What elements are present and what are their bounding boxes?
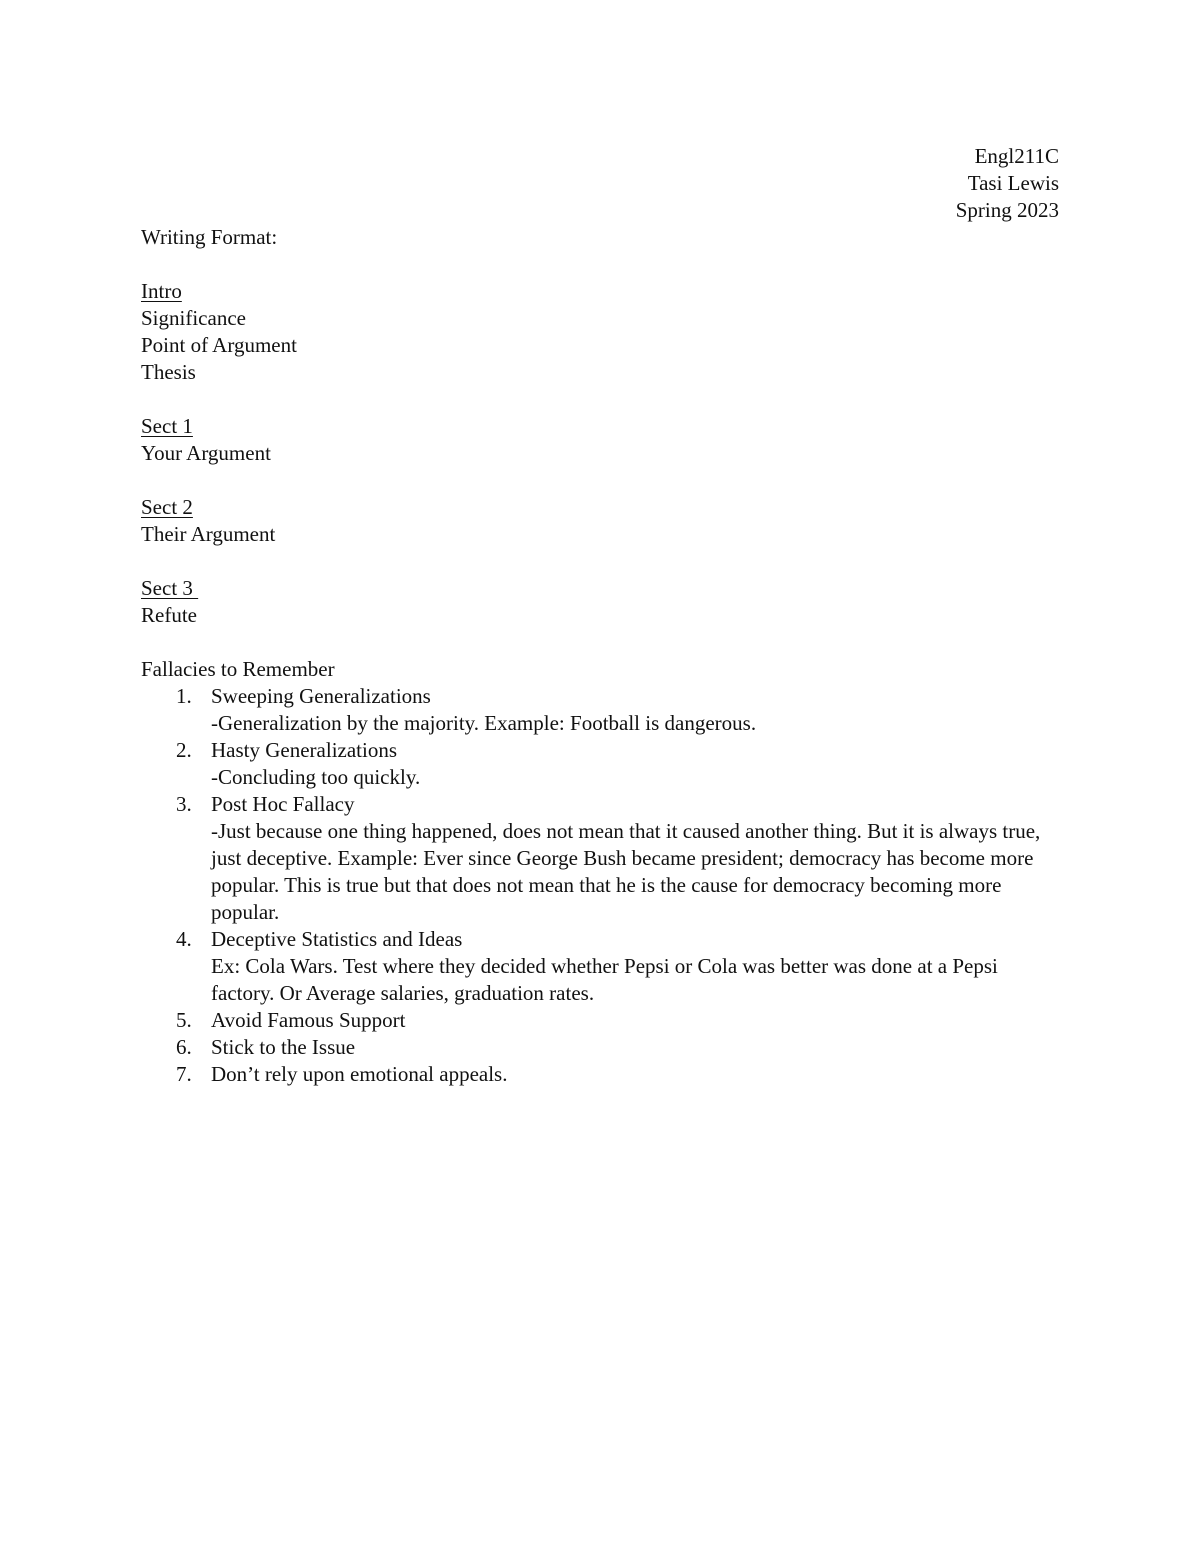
fallacy-item xyxy=(141,926,1059,1007)
fallacy-title: Stick to the Issue xyxy=(211,1035,356,1059)
fallacies-heading: Fallacies to Remember xyxy=(141,657,335,681)
sect1-item: Your Argument xyxy=(141,441,271,465)
fallacy-item xyxy=(141,737,1059,791)
fallacy-title: Post Hoc Fallacy xyxy=(211,792,355,816)
section-2 xyxy=(141,494,1059,548)
header-block xyxy=(956,143,1059,224)
fallacy-description: -Just because one thing happened, does not mean that it caused another thing. But it is always true, just deceptive. Example: Ever since George Bush became president; democracy has become more popular. This is true but that does not mean that he is the cause for democracy becoming more popular. xyxy=(211,819,1041,924)
fallacy-number: 2. xyxy=(176,738,192,762)
section-intro xyxy=(141,278,1059,386)
fallacy-title: Don’t rely upon emotional appeals. xyxy=(211,1062,508,1086)
fallacy-item xyxy=(141,683,1059,737)
fallacy-number: 6. xyxy=(176,1035,192,1059)
fallacy-title: Avoid Famous Support xyxy=(211,1008,406,1032)
fallacy-title: Hasty Generalizations xyxy=(211,738,398,762)
fallacy-description: -Generalization by the majority. Example: Football is dangerous. xyxy=(211,711,757,735)
intro-item: Thesis xyxy=(141,360,196,384)
fallacy-item xyxy=(141,791,1059,926)
fallacies-list xyxy=(141,683,1059,1088)
fallacy-number: 5. xyxy=(176,1008,192,1032)
fallacy-description: -Concluding too quickly. xyxy=(211,765,421,789)
intro-heading: Intro xyxy=(141,279,182,303)
term: Spring 2023 xyxy=(955,198,1059,222)
fallacy-number: 7. xyxy=(176,1062,192,1086)
fallacy-number: 4. xyxy=(176,927,192,951)
fallacy-item xyxy=(141,1007,1059,1034)
student-name: Tasi Lewis xyxy=(967,171,1059,195)
sect3-heading: Sect 3 xyxy=(141,576,199,600)
section-1 xyxy=(141,413,1059,467)
sect2-heading: Sect 2 xyxy=(141,495,193,519)
sect2-item: Their Argument xyxy=(141,522,276,546)
intro-item: Significance xyxy=(141,306,246,330)
course-code: Engl211C xyxy=(974,144,1059,168)
intro-item: Point of Argument xyxy=(141,333,297,357)
fallacy-number: 3. xyxy=(176,792,192,816)
sect3-item: Refute xyxy=(141,603,197,627)
fallacy-item xyxy=(141,1061,1059,1088)
writing-format-label: Writing Format: xyxy=(141,225,278,249)
document-body xyxy=(141,224,1059,1088)
fallacy-title: Sweeping Generalizations xyxy=(211,684,431,708)
fallacy-description: Ex: Cola Wars. Test where they decided whether Pepsi or Cola was better was done at a Pepsi factory. Or Average salaries, graduation rates. xyxy=(211,954,998,1005)
fallacy-item xyxy=(141,1034,1059,1061)
fallacy-title: Deceptive Statistics and Ideas xyxy=(211,927,463,951)
section-3 xyxy=(141,575,1059,629)
sect1-heading: Sect 1 xyxy=(141,414,193,438)
fallacy-number: 1. xyxy=(176,684,192,708)
